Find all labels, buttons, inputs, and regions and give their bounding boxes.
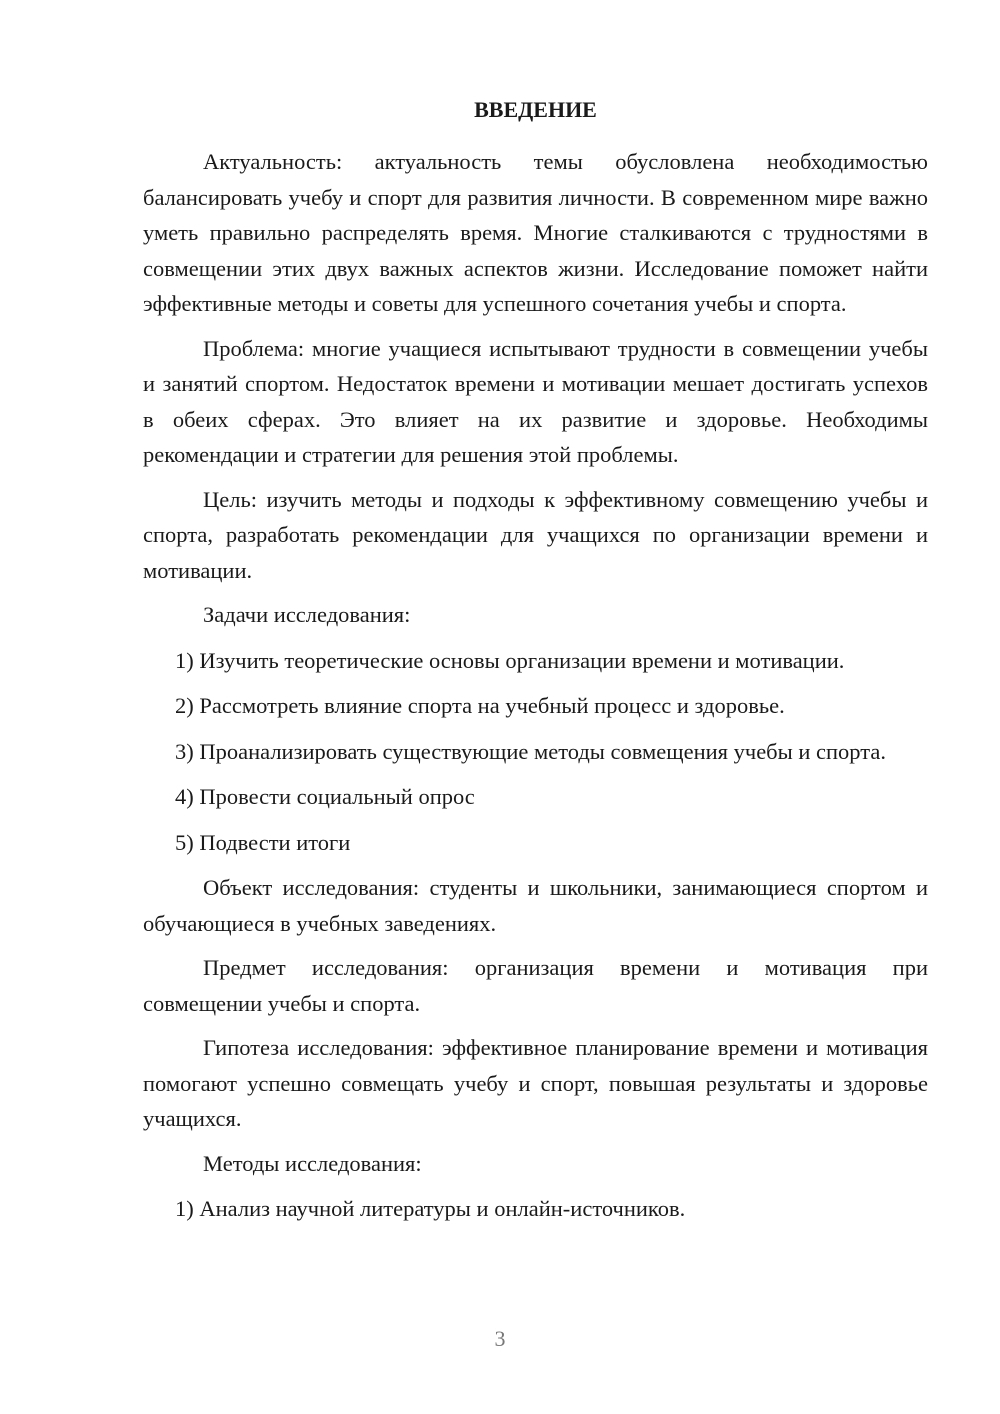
object-paragraph: Объект исследования: студенты и школьники, занимающиеся спортом и обучающиеся в учебных заведениях. (143, 875, 928, 936)
problem-paragraph: Проблема: многие учащиеся испытывают трудности в совмещении учебы и занятий спортом. Недостаток времени и мотивации мешает достигать успехов в обеих сферах. Это влияет на их развитие и здоровье. Необходимы рекомендации и стратегии для решения этой проблемы. (143, 335, 928, 467)
hypothesis-paragraph: Гипотеза исследования: эффективное планирование времени и мотивация помогают успешно совмещать учебу и спорт, повышая результаты и здоровье учащихся. (143, 1035, 928, 1131)
relevance-paragraph: Актуальность: актуальность темы обусловлена необходимостью балансировать учебу и спорт для развития личности. В современном мире важно уметь правильно распределять время. Многие сталкиваются с трудностями в совмещении этих двух важных аспектов жизни. Исследование поможет найти эффективные методы и советы для успешного сочетания учебы и спорта. (143, 149, 928, 316)
goal-paragraph: Цель: изучить методы и подходы к эффективному совмещению учебы и спорта, разработать рекомендации для учащихся по организации времени и мотивации. (143, 486, 928, 583)
task-item-4: 4) Провести социальный опрос (175, 784, 475, 809)
page-title: ВВЕДЕНИЕ (474, 97, 597, 122)
page-number: 3 (494, 1326, 506, 1351)
document-page (143, 92, 928, 1237)
task-item-1: 1) Изучить теоретические основы организации времени и мотивации. (175, 647, 845, 673)
task-item-3: 3) Проанализировать существующие методы совмещения учебы и спорта. (175, 738, 886, 764)
tasks-heading: Задачи исследования: (203, 602, 411, 627)
method-item-1: 1) Анализ научной литературы и онлайн-источников. (175, 1196, 686, 1221)
methods-heading: Методы исследования: (203, 1150, 422, 1176)
subject-paragraph: Предмет исследования: организация времени и мотивация при совмещении учебы и спорта. (143, 955, 928, 1016)
task-item-2: 2) Рассмотреть влияние спорта на учебный процесс и здоровье. (175, 693, 785, 718)
task-item-5: 5) Подвести итоги (175, 829, 351, 855)
